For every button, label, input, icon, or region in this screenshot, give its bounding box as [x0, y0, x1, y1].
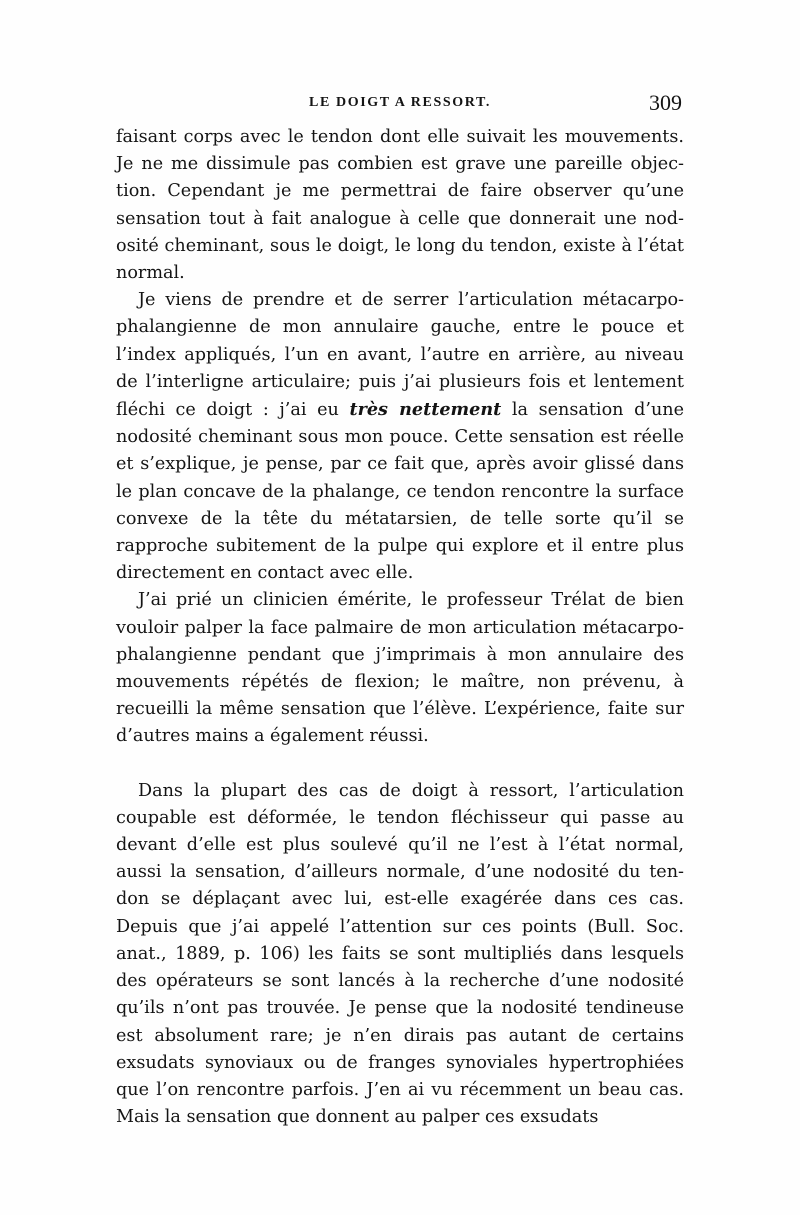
paragraph [116, 287, 684, 587]
emphasis-text: très nettement [349, 399, 502, 421]
paragraph-text: Je viens de prendre et de serrer l’articulation métacarpo-phalangienne de mon annulaire gauche, entre le pouce et l’index appliqués, l’un en avant, l’autre en arrière, au niveau de l’interligne articulaire; puis j’ai plusieurs fois et lentement fléchi ce doigt : j’ai eu [116, 290, 684, 421]
running-header [116, 92, 684, 114]
running-title: LE DOIGT A RESSORT. [309, 95, 491, 110]
body-text [116, 124, 684, 1131]
paragraph: J’ai prié un clinicien émérite, le professeur Trélat de bien vouloir palper la face palmaire de mon articulation métacarpo-phalangienne pendant que j’imprimais à mon annulaire des mouvements répétés de flexion; le maître, non prévenu, à recueilli la même sensation que l’élève. L’expérience, faite sur d’autres mains a également réussi. [116, 590, 684, 747]
paragraph-continuation: faisant corps avec le tendon dont elle suivait les mouvements. Je ne me dissimule pas combien est grave une pareille objection. Cependant je me permettrai de faire observer qu’une sensation tout à fait analogue à celle que donnerait une nodosité cheminant, sous le doigt, le long du tendon, existe à l’état normal. [116, 127, 684, 284]
page-number: 309 [649, 90, 682, 115]
paragraph-text: la sensation d’une nodosité cheminant sous mon pouce. Cette sensation est réelle et s’explique, je pense, par ce fait que, après avoir glissé dans le plan concave de la phalange, ce tendon rencontre la surface convexe de la tête du métatarsien, de telle sorte qu’il se rapproche subitement de la pulpe qui explore et il entre plus directement en contact avec elle. [116, 400, 685, 584]
paragraph: Dans la plupart des cas de doigt à ressort, l’articulation coupable est déformée, le tendon fléchisseur qui passe au devant d’elle est plus soulevé qu’il ne l’est à l’état normal, aussi la sensation, d’ailleurs normale, d’une nodosité du tendon se déplaçant avec lui, est-elle exagérée dans ces cas. Depuis que j’ai appelé l’attention sur ces points (Bull. Soc. anat., 1889, p. 106) les faits se sont multipliés dans lesquels des opérateurs se sont lancés à la recherche d’une nodosité qu’ils n’ont pas trouvée. Je pense que la nodosité tendineuse est absolument rare; je n’en dirais pas autant de certains exsudats synoviaux ou de franges synoviales hypertrophiées que l’on rencontre parfois. J’en ai vu récemment un beau cas. Mais la sensation que donnent au palper ces exsudats [116, 780, 684, 1128]
